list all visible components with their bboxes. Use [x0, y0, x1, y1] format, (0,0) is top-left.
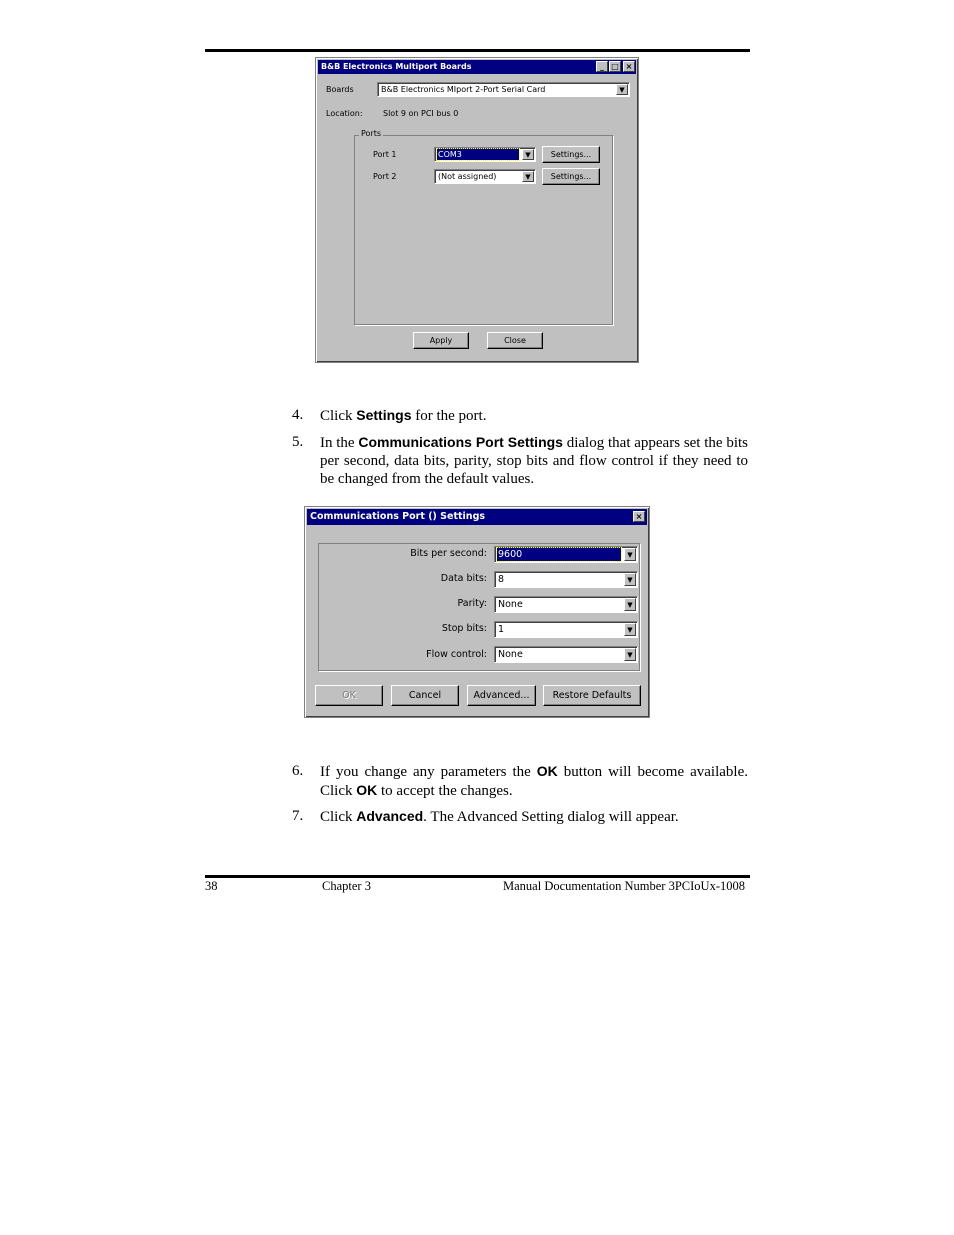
dialog-title: B&B Electronics Multiport Boards [321, 62, 472, 71]
flow-control-select[interactable] [494, 646, 638, 663]
bits-per-second-label: Bits per second: [410, 548, 487, 559]
port1-value: COM3 [437, 149, 519, 160]
chevron-down-icon[interactable]: ▼ [624, 573, 636, 586]
step-number: 4. [292, 407, 304, 423]
stop-bits-value: 1 [498, 624, 505, 635]
step-5 [292, 433, 748, 489]
stop-bits-label: Stop bits: [441, 623, 487, 634]
port1-select[interactable] [434, 147, 536, 162]
step-number: 6. [292, 763, 304, 779]
data-bits-label: Data bits: [440, 573, 487, 584]
step-text: In the Communications Port Settings dialog that appears set the bits per second, data bits, parity, stop bits and flow control if they need to be changed from the default values. [320, 434, 749, 487]
close-icon[interactable]: × [633, 511, 645, 522]
port2-label: Port 2 [373, 172, 397, 181]
step-text: Click Settings for the port. [320, 407, 487, 424]
maximize-icon[interactable]: □ [609, 61, 621, 72]
step-number: 7. [292, 808, 304, 824]
dialog-titlebar [307, 509, 647, 525]
chevron-down-icon[interactable]: ▼ [624, 548, 636, 561]
step-6 [292, 762, 748, 800]
page-number: 38 [205, 879, 218, 893]
port1-settings-button[interactable]: Settings... [542, 146, 600, 163]
chevron-down-icon[interactable]: ▼ [624, 598, 636, 611]
chapter-label: Chapter 3 [322, 879, 371, 893]
chevron-down-icon[interactable]: ▼ [624, 648, 636, 661]
bits-per-second-select[interactable] [494, 546, 638, 563]
step-7 [292, 807, 748, 825]
flow-control-label: Flow control: [426, 649, 487, 660]
minimize-icon[interactable]: _ [596, 61, 608, 72]
advanced-button[interactable]: Advanced... [467, 685, 536, 706]
dialog-title: Communications Port () Settings [310, 511, 486, 522]
apply-button[interactable]: Apply [413, 332, 469, 349]
dialog-titlebar [318, 60, 636, 74]
chevron-down-icon[interactable]: ▼ [522, 149, 534, 160]
ok-button[interactable]: OK [315, 685, 383, 706]
boards-select[interactable] [377, 82, 630, 97]
close-icon[interactable]: × [623, 61, 635, 72]
port2-value: (Not assigned) [438, 172, 497, 181]
step-text: If you change any parameters the OK button will become available. Click OK to accept the changes. [320, 763, 748, 799]
cancel-button[interactable]: Cancel [391, 685, 459, 706]
port2-settings-button[interactable]: Settings... [542, 168, 600, 185]
data-bits-value: 8 [498, 574, 505, 585]
ports-group [354, 135, 613, 325]
port1-label: Port 1 [373, 150, 397, 159]
boards-label: Boards [326, 85, 354, 94]
stop-bits-select[interactable] [494, 621, 638, 638]
port2-select[interactable] [434, 169, 536, 184]
close-button[interactable]: Close [487, 332, 543, 349]
header-rule [205, 49, 750, 52]
bits-per-second-value: 9600 [497, 548, 621, 561]
chevron-down-icon[interactable]: ▼ [616, 84, 628, 95]
restore-defaults-button[interactable]: Restore Defaults [543, 685, 641, 706]
boards-value: B&B Electronics MIport 2-Port Serial Card [381, 85, 546, 94]
location-label: Location: [326, 109, 363, 118]
data-bits-select[interactable] [494, 571, 638, 588]
location-value: Slot 9 on PCI bus 0 [383, 109, 459, 118]
comm-port-settings-dialog [304, 506, 650, 718]
parity-value: None [498, 599, 523, 610]
chevron-down-icon[interactable]: ▼ [522, 171, 534, 182]
doc-number: Manual Documentation Number 3PCIoUx-1008 [503, 879, 745, 893]
step-4 [292, 406, 748, 424]
parity-label: Parity: [457, 598, 487, 609]
footer-rule [205, 875, 750, 878]
ports-group-title: Ports [361, 129, 382, 138]
step-number: 5. [292, 434, 304, 450]
multiport-boards-dialog [315, 57, 639, 363]
chevron-down-icon[interactable]: ▼ [624, 623, 636, 636]
parity-select[interactable] [494, 596, 638, 613]
step-text: Click Advanced. The Advanced Setting dialog will appear. [320, 808, 679, 825]
flow-control-value: None [498, 649, 523, 660]
